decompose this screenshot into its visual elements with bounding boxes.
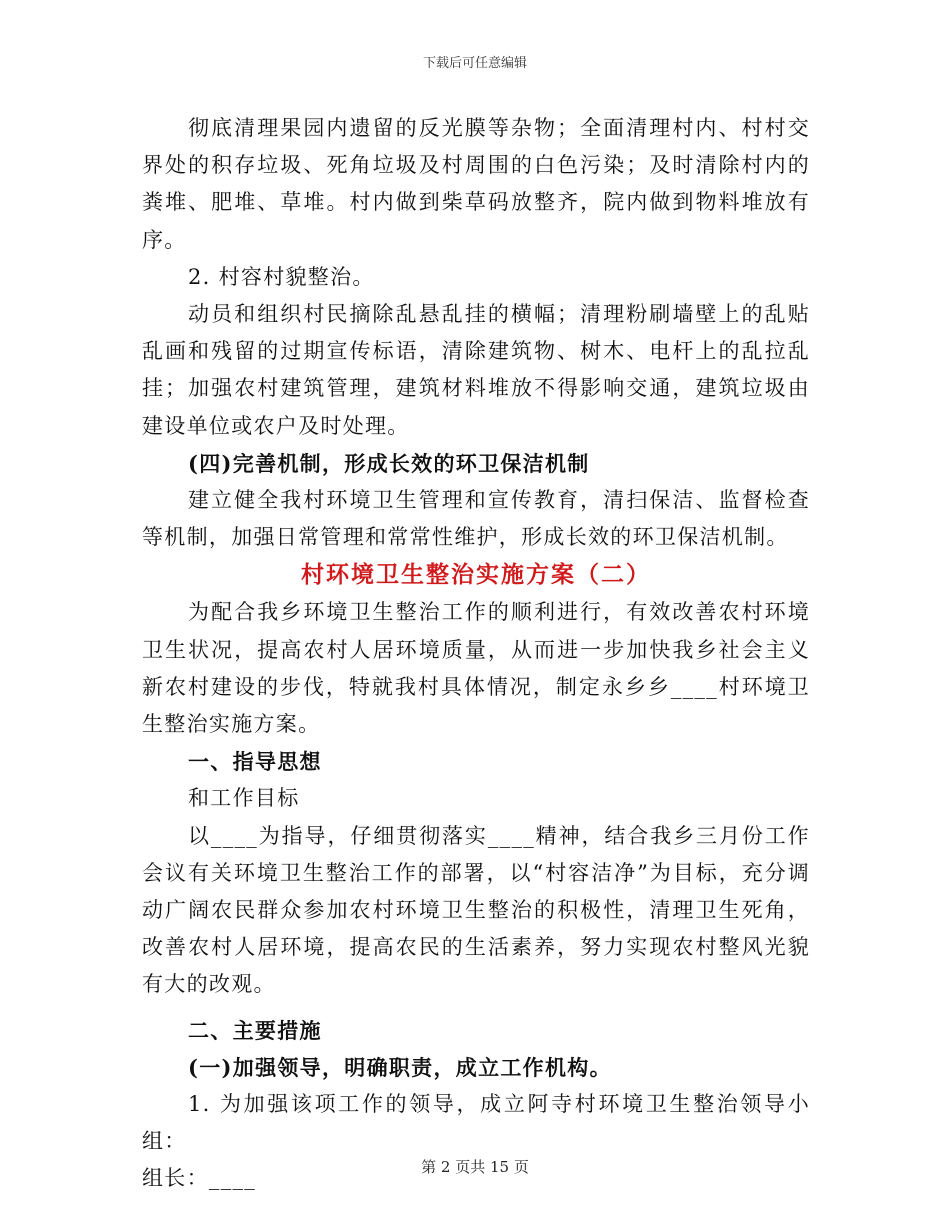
spacer (142, 1004, 810, 1012)
paragraph-intro: 为配合我乡环境卫生整治工作的顺利进行，有效改善农村环境卫生状况，提高农村人居环境质量，从而进一步加快我乡社会主义新农村建设的步伐，特就我村具体情况，制定永乡乡____村环境卫生整治实施方案。 (142, 600, 810, 737)
paragraph-work-goal: 和工作目标 (188, 786, 300, 811)
heading-leadership: (一)加强领导，明确职责，成立工作机构。 (188, 1054, 612, 1080)
paragraph-guidance: 以____为指导，仔细贯彻落实____精神，结合我乡三月份工作会议有关环境卫生整治工作的部署，以“村容洁净”为目标，充分调动广阔农民群众参加农村环境卫生整治的积极性，清理卫生死角，改善农村人居环境，提高农民的生活素养，努力实现农村整风光貌有大的改观。 (142, 823, 810, 997)
document-body (142, 110, 810, 1198)
heading-main-measures: 二、主要措施 (188, 1017, 322, 1043)
item-village-appearance: 2. 村容村貌整治。 (188, 264, 375, 289)
heading-guiding-thought: 一、指导思想 (188, 749, 322, 775)
paragraph-mechanism: 建立健全我村环境卫生管理和宣传教育，清扫保洁、监督检查等机制，加强日常管理和常常性维护，形成长效的环卫保洁机制。 (142, 488, 810, 550)
page-footer-number: 第 2 页共 15 页 (421, 1158, 529, 1176)
paragraph-appearance-detail: 动员和组织村民摘除乱悬乱挂的横幅；清理粉刷墙壁上的乱贴乱画和残留的过期宣传标语，清除建筑物、树木、电杆上的乱拉乱挂；加强农村建筑管理，建筑材料堆放不得影响交通，建筑垃圾由建设单位或农户及时处理。 (142, 302, 810, 438)
paragraph-cleanup: 彻底清理果园内遗留的反光膜等杂物；全面清理村内、村村交界处的积存垃圾、死角垃圾及村周围的白色污染；及时清除村内的粪堆、肥堆、草堆。村内做到柴草码放整齐，院内做到物料堆放有序。 (142, 116, 810, 252)
paragraph-group-leader: 组长：____ (142, 1166, 257, 1191)
page-header-note: 下载后可任意编辑 (422, 56, 527, 71)
heading-mechanism: (四)完善机制，形成长效的环卫保洁机制 (188, 450, 590, 476)
paragraph-leading-group: 1. 为加强该项工作的领导，成立阿寺村环境卫生整治领导小组： (142, 1092, 810, 1154)
section-title: 村环境卫生整治实施方案（二） (301, 561, 651, 589)
